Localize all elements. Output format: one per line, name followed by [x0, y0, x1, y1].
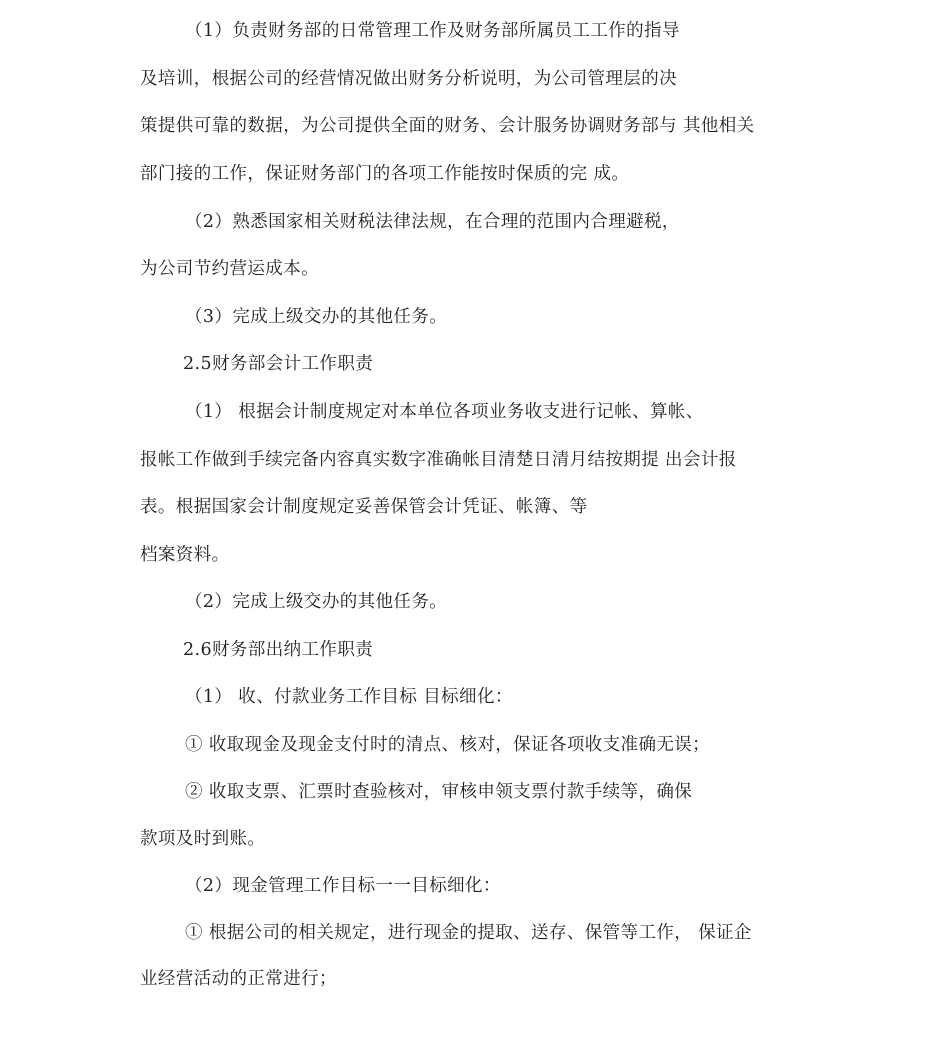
text-line: 及培训，根据公司的经营情况做出财务分析说明，为公司管理层的决 [140, 69, 677, 89]
text-line: （2）现金管理工作目标一一目标细化： [185, 876, 501, 896]
text-line: 为公司节约营运成本。 [140, 259, 319, 279]
text-line: 部门接的工作，保证财务部门的各项工作能按时保质的完 成。 [140, 164, 630, 184]
section-heading: 2.5财务部会计工作职责 [183, 354, 374, 374]
text-line: ① 根据公司的相关规定，进行现金的提取、送存、保管等工作， 保证企 [185, 923, 752, 943]
text-line: （2）完成上级交办的其他任务。 [185, 592, 448, 612]
text-line: （1）负责财务部的日常管理工作及财务部所属员工工作的指导 [185, 21, 680, 41]
text-line: ① 收取现金及现金支付时的清点、核对，保证各项收支准确无误； [185, 735, 711, 755]
text-line: 表。根据国家会计制度规定妥善保管会计凭证、帐簿、等 [140, 497, 588, 517]
section-heading: 2.6财务部出纳工作职责 [183, 640, 374, 660]
text-line: （1） 根据会计制度规定对本单位各项业务收支进行记帐、算帐、 [185, 402, 704, 422]
text-line: ② 收取支票、汇票时查验核对，审核申领支票付款手续等，确保 [185, 782, 693, 802]
text-line: 报帐工作做到手续完备内容真实数字准确帐目清楚日清月结按期提 出会计报 [140, 450, 737, 470]
text-line: 款项及时到账。 [140, 829, 266, 849]
text-line: 档案资料。 [140, 545, 230, 565]
text-line: （1） 收、付款业务工作目标 目标细化： [185, 687, 513, 707]
text-line: 业经营活动的正常进行； [140, 969, 337, 989]
text-line: （3）完成上级交办的其他任务。 [185, 307, 448, 327]
text-line: （2）熟悉国家相关财税法律法规，在合理的范围内合理避税， [185, 212, 680, 232]
text-line: 策提供可靠的数据，为公司提供全面的财务、会计服务协调财务部与 其他相关 [140, 116, 755, 136]
